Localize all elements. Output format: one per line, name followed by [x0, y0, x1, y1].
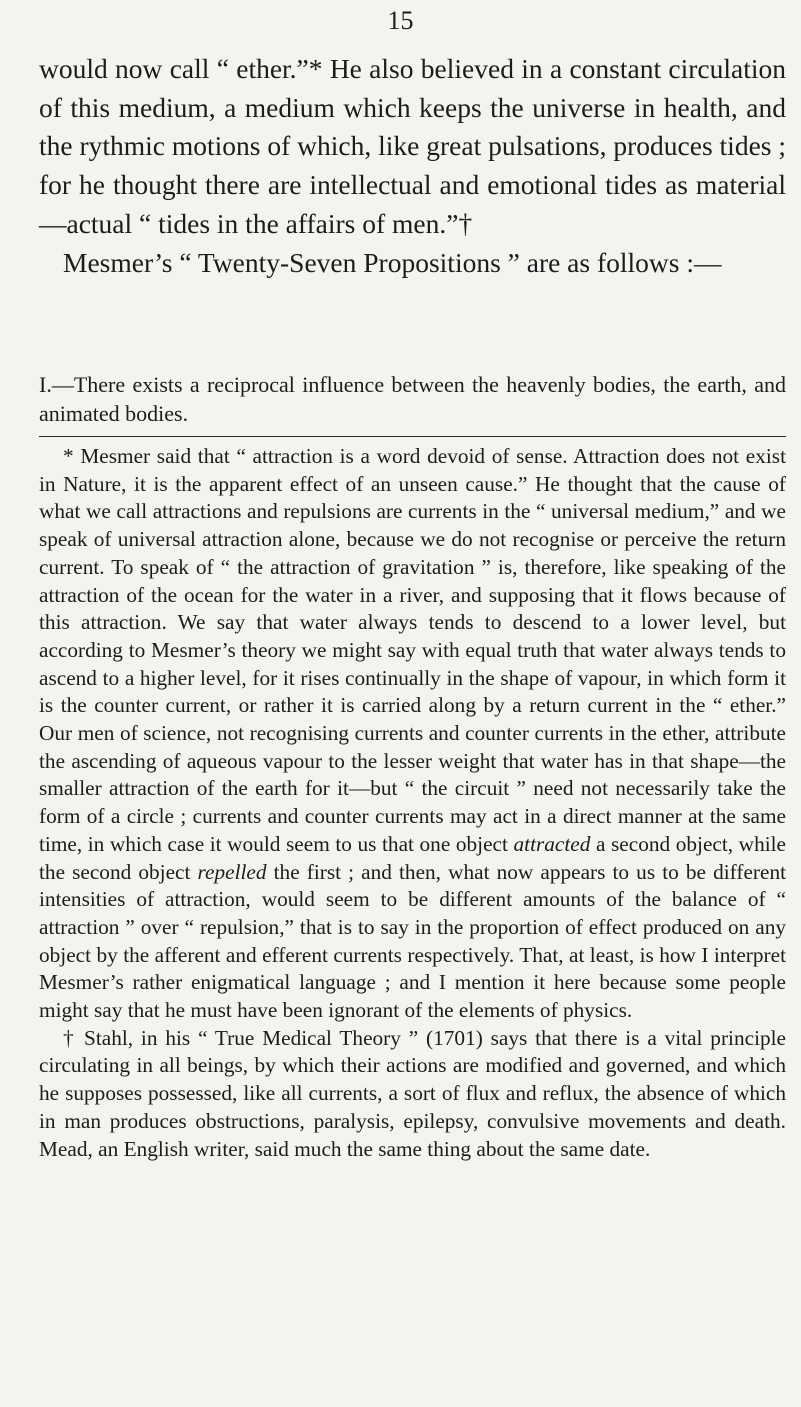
footnote-divider [39, 436, 786, 437]
footnote-2 [39, 1025, 786, 1164]
footnote-1 [39, 443, 786, 1025]
footnote-text: Mesmer said that “ attraction is a word devoid of sense. Attraction does not exist in Nature, it is the apparent effect of an unseen cause.” He thought that the cause of what we call attractions and repulsions are currents in the “ universal medium,” and we speak of universal attraction alone, because we do not recognise or perceive the return current. To speak of “ the attraction of gravitation ” is, therefore, like speaking of the attraction of the ocean for the water in a river, and supposing that it flows because of this attraction. We say that water always tends to descend to a lower level, but according to Mesmer’s theory we might say with equal truth that water always tends to ascend to a higher level, for it rises continually in the shape of vapour, in which form it is the counter current, or rather it is carried along by a return current in the “ ether.” Our men of science, not recognising currents and counter currents in the ether, attribute the ascending of aqueous vapour to the lesser weight that water has in that shape—the smaller attraction of the earth for it—but “ the circuit ” need not necessarily take the form of a circle ; currents and counter currents may act in a direct manner at the same time, in which case it would seem to us that one object [39, 444, 786, 856]
proposition-1: I.—There exists a reciprocal influence between the heavenly bodies, the earth, and animated bodies. [39, 372, 786, 426]
footnote-emphasis: repelled [197, 859, 267, 884]
body-paragraph: would now call “ ether.”* He also believed in a constant circulation of this medium, a medium which keeps the universe in health, and the rythmic motions of which, like great pulsations, produces tides ; for he thought there are intellectual and emotional tides as material—actual “ tides in the affairs of men.”† [39, 53, 786, 239]
body-paragraph: Mesmer’s “ Twenty-Seven Propositions ” are as follows :— [63, 246, 722, 278]
main-text [39, 50, 786, 282]
footnote-marker: † [63, 1025, 77, 1050]
footnote-marker: * [63, 444, 74, 468]
footnote-emphasis: attracted [513, 831, 591, 856]
footnotes [39, 443, 786, 1163]
page-number: 15 [387, 6, 414, 35]
footnote-text: a second object, while the second object [39, 831, 786, 884]
footnote-text: Stahl, in his “ True Medical Theory ” (1701) says that there is a vital principle circulating in all beings, by which their actions are modified and governed, and which he supposes possessed, like all currents, a sort of flux and reflux, the absence of which in man produces obstructions, paralysis, epilepsy, convulsive movements and death. Mead, an English writer, said much the same thing about the same date. [39, 1025, 787, 1161]
footnote-text: the first ; and then, what now appears to us to be different intensities of attraction, would seem to be different amounts of the balance of “ attraction ” over “ repulsion,” that is to say in the proportion of effect produced on any object by the afferent and efferent currents respectively. That, at least, is how I interpret Mesmer’s rather enigmatical language ; and I mention it here because some people might say that he must have been ignorant of the elements of physics. [39, 859, 787, 1023]
